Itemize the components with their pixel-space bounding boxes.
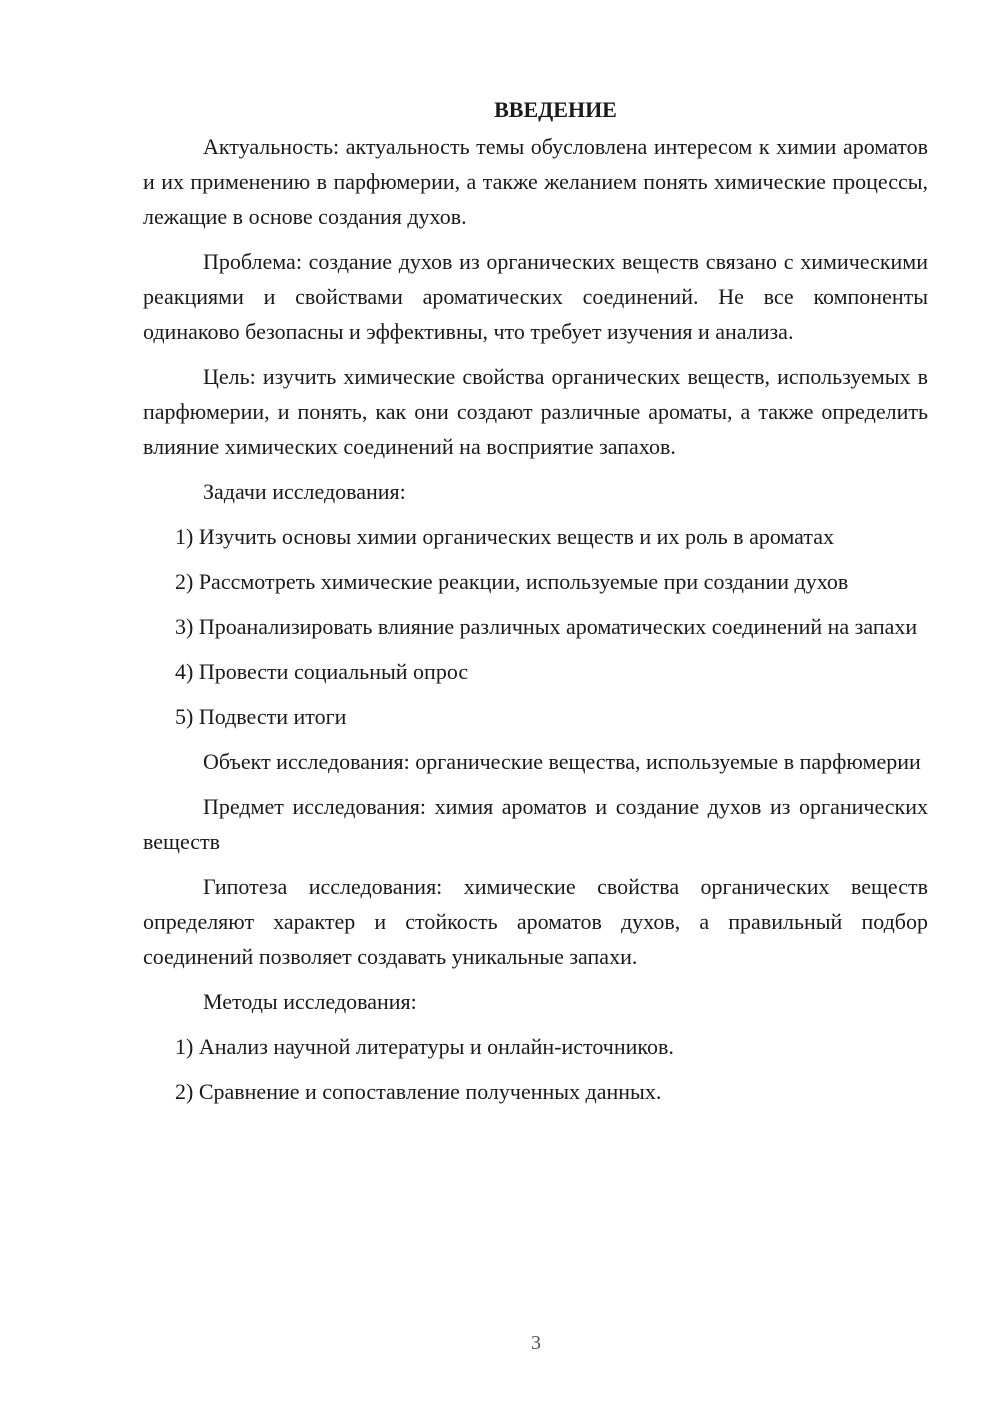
page-number: 3	[531, 1332, 541, 1354]
document-page	[143, 92, 928, 1119]
hypothesis-paragraph: Гипотеза исследования: химические свойства органических веществ определяют характер и стойкость ароматов духов, а правильный подбор соединений позволяет создавать уникальные запахи.	[143, 874, 928, 969]
task-item: 3) Проанализировать влияние различных ароматических соединений на запахи	[175, 614, 918, 639]
goal-paragraph: Цель: изучить химические свойства органических веществ, используемых в парфюмерии, и понять, как они создают различные ароматы, а также определить влияние химических соединений на восприятие запахов.	[143, 364, 928, 459]
relevance-paragraph: Актуальность: актуальность темы обусловлена интересом к химии ароматов и их применению в парфюмерии, а также желанием понять химические процессы, лежащие в основе создания духов.	[143, 134, 928, 229]
methods-title: Методы исследования:	[203, 989, 417, 1014]
section-heading: ВВЕДЕНИЕ	[494, 97, 617, 122]
problem-paragraph: Проблема: создание духов из органических веществ связано с химическими реакциями и свойствами ароматических соединений. Не все компоненты одинаково безопасны и эффективны, что требует изучения и анализа.	[143, 249, 928, 344]
tasks-title: Задачи исследования:	[203, 479, 406, 504]
task-item: 4) Провести социальный опрос	[175, 659, 469, 684]
task-item: 1) Изучить основы химии органических веществ и их роль в ароматах	[175, 524, 835, 549]
task-item: 2) Рассмотреть химические реакции, используемые при создании духов	[175, 569, 849, 594]
subject-paragraph: Предмет исследования: химия ароматов и создание духов из органических веществ	[143, 794, 928, 854]
object-paragraph: Объект исследования: органические вещества, используемые в парфюмерии	[203, 749, 921, 774]
method-item: 2) Сравнение и сопоставление полученных данных.	[175, 1079, 662, 1104]
task-item: 5) Подвести итоги	[175, 704, 347, 729]
method-item: 1) Анализ научной литературы и онлайн-источников.	[175, 1034, 674, 1059]
